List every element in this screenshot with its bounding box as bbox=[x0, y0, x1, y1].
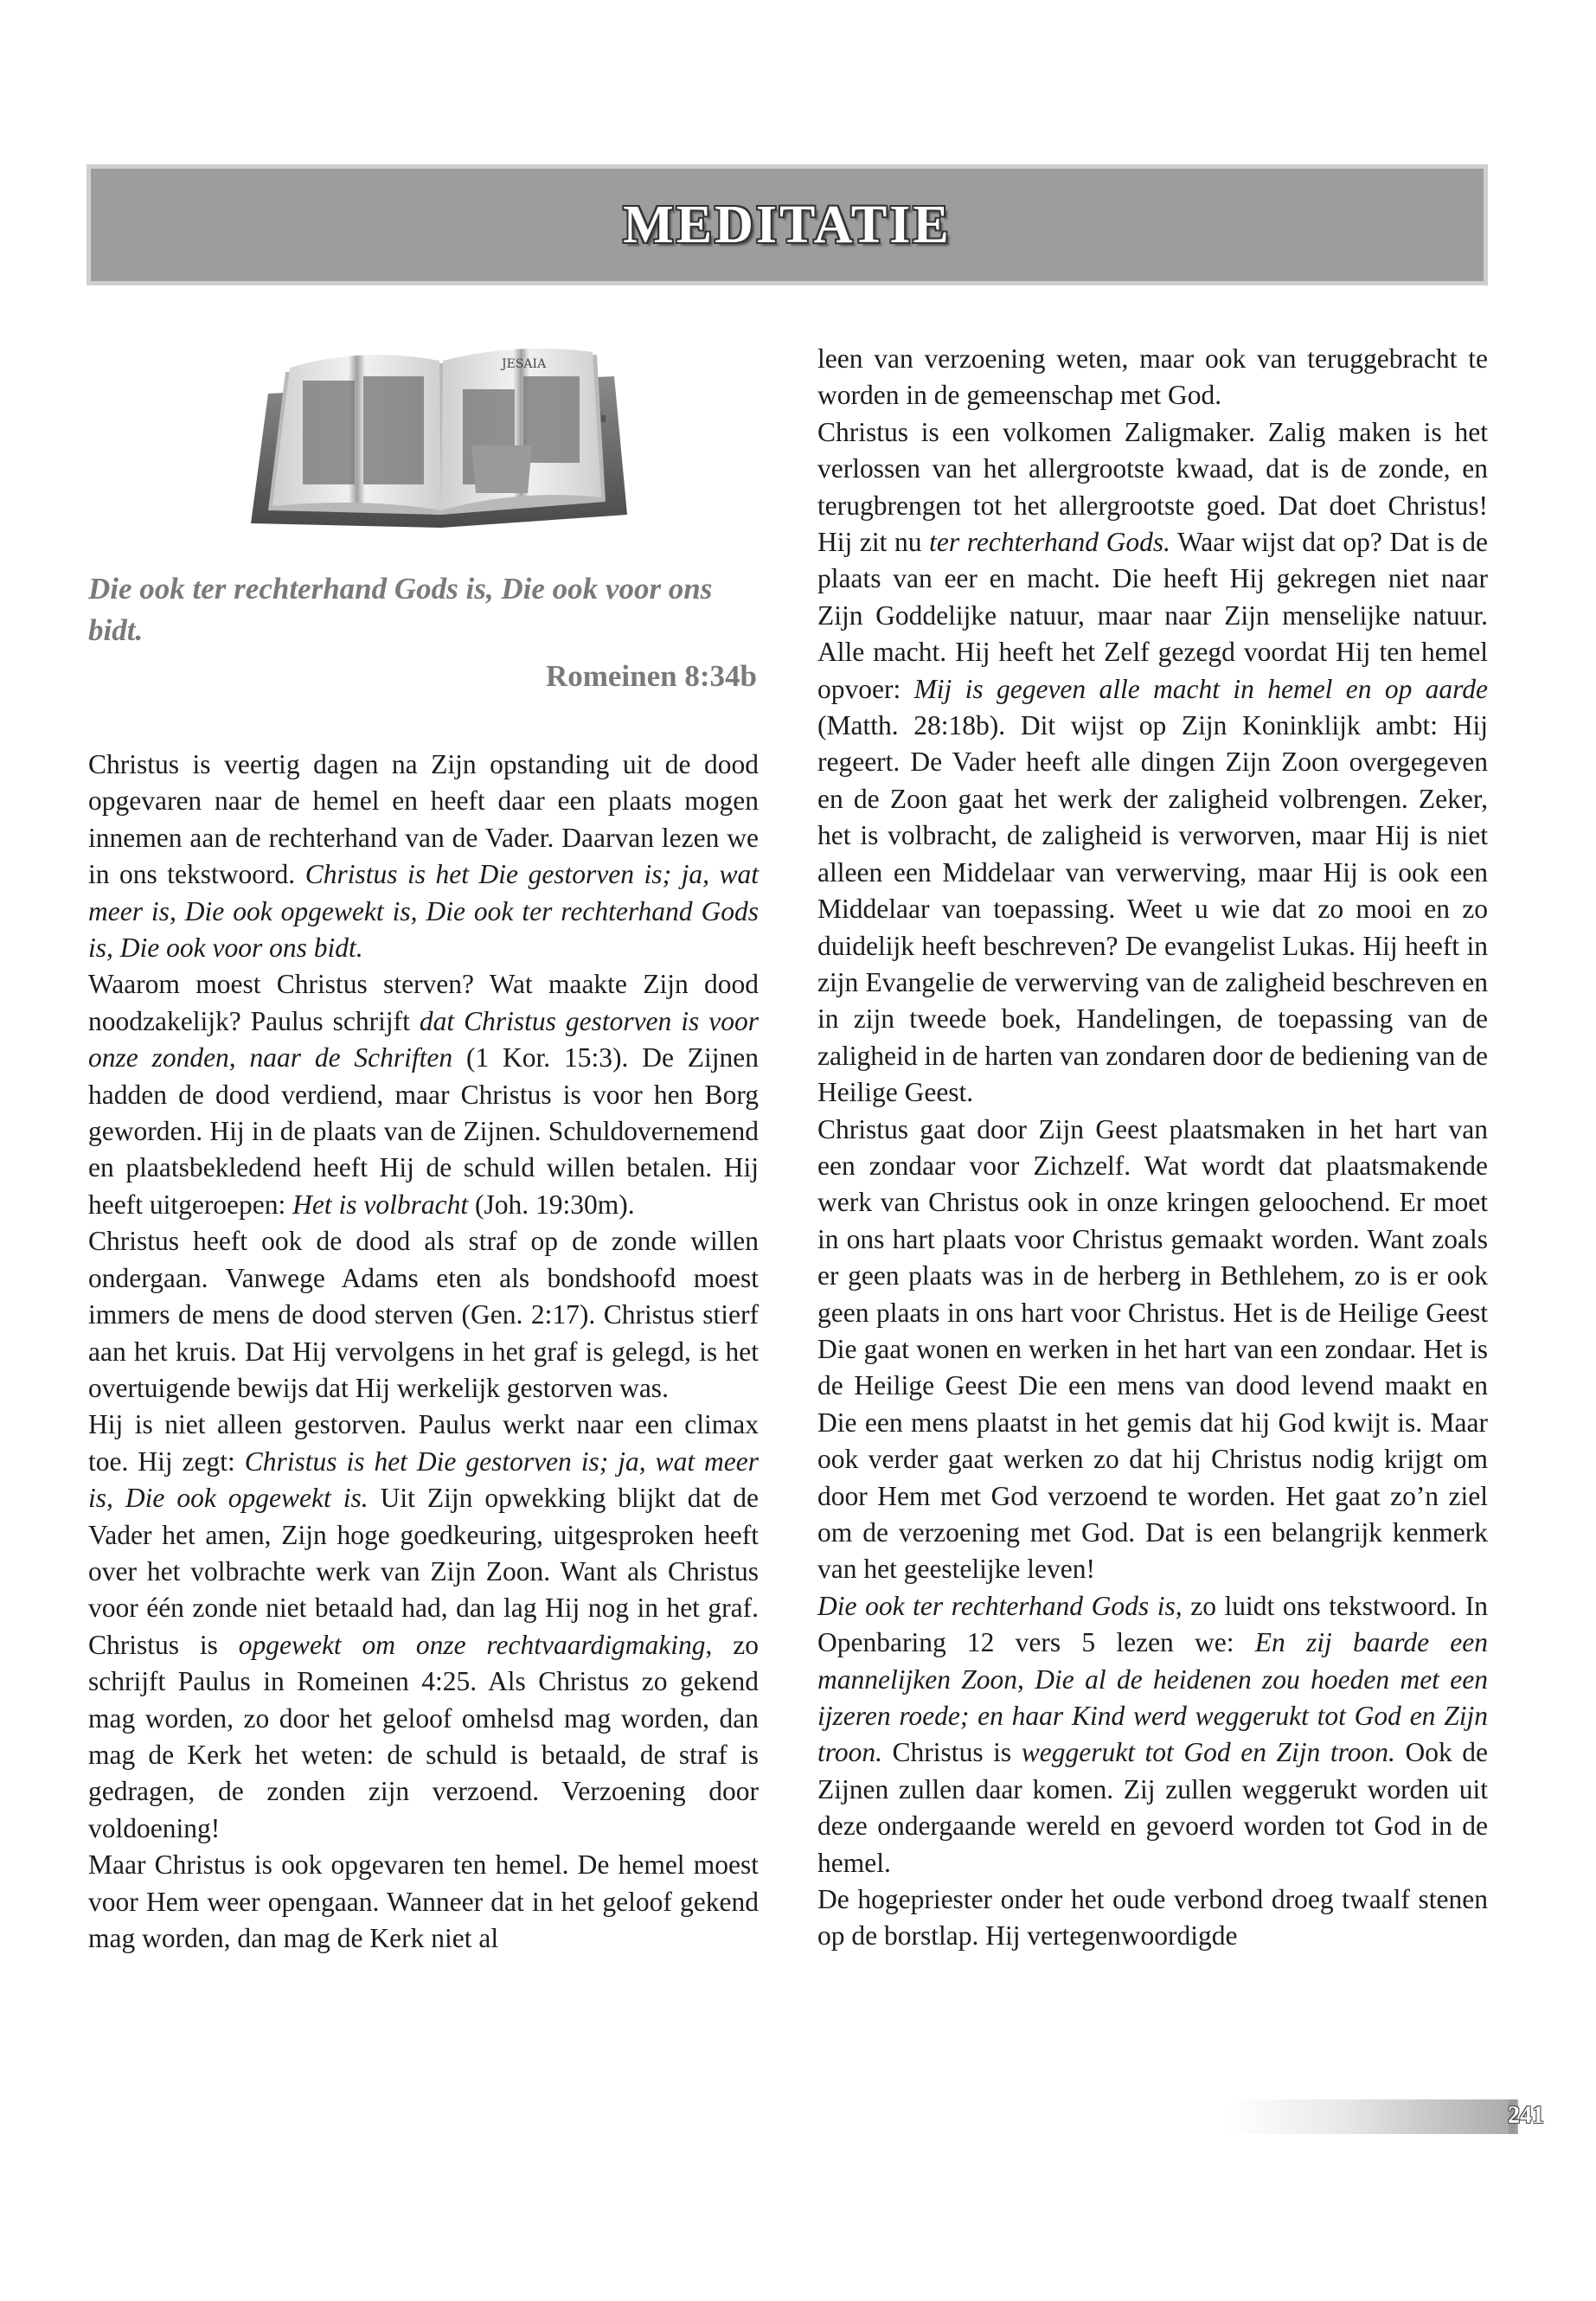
paragraph bbox=[817, 1112, 1488, 1588]
text-run: Uit Zijn opwekking blijkt dat de Vader het amen, Zijn hoge goedkeuring, uitgesproken heeft over het volbrachte werk van Zijn Zoon. Want als Christus voor één zonde niet betaald had, dan lag Hij nog in het graf. Christus is bbox=[88, 1483, 759, 1660]
text-run: Mij is gegeven alle macht in hemel en op aarde bbox=[913, 673, 1488, 704]
text-run: (Joh. 19:30m). bbox=[468, 1189, 635, 1220]
text-run: Maar Christus is ook opgevaren ten hemel. De hemel moest voor Hem weer opengaan. Wanneer dat in het geloof gekend mag worden, dan mag de Kerk niet al bbox=[88, 1849, 759, 1953]
text-run: (Matth. 28:18b). Dit wijst op Zijn Koninklijk ambt: Hij regeert. De Vader heeft alle dingen Zijn Zoon overgegeven en de Zoon gaat het werk der zaligheid volbrengen. Zeker, het is volbracht, de zaligheid is verworven, maar Hij is niet alleen een Middelaar van verwerving, maar Hij is ook een Middelaar van toepassing. Weet u wie dat zo mooi en zo duidelijk heeft beschreven? De evangelist Lukas. Hij heeft in zijn Evangelie de verwerving van de zaligheid beschreven en in zijn tweede boek, Handelingen, de toepassing van de zaligheid in de harten van zondaren door de bediening van de Heilige Geest. bbox=[817, 710, 1488, 1108]
paragraph bbox=[88, 1407, 759, 1847]
paragraph bbox=[88, 966, 759, 1223]
text-run: Ook de Zijnen zullen daar komen. Zij zullen weggerukt worden uit deze ondergaande wereld en gevoerd worden tot God in de hemel. bbox=[817, 1737, 1489, 1878]
paragraph bbox=[88, 1223, 759, 1407]
section-banner bbox=[87, 164, 1488, 285]
footer-gradient-bar bbox=[1228, 2099, 1518, 2134]
section-title: MEDITATIE bbox=[623, 195, 952, 254]
text-run: (1 Kor. 15:3). De Zijnen hadden de dood verdiend, maar Christus is voor hen Borg geworden. Hij in de plaats van de Zijnen. Schuldovernemend en plaatsbekledend heeft Hij de schuld willen betalen. Hij heeft uitgeroepen: bbox=[88, 1042, 760, 1220]
text-run: Hij is niet alleen gestorven. Paulus werkt naar een climax toe. Hij zegt: bbox=[88, 1409, 759, 1477]
text-run: weggerukt tot God en Zijn troon. bbox=[1021, 1737, 1395, 1768]
text-run: Christus is een volkomen Zaligmaker. Zalig maken is het verlossen van het allergrootste kwaad, dat is de zonde, en terugbrengen tot het allergrootste goed. Dat doet Christus! Hij zit nu bbox=[817, 416, 1488, 558]
text-run: Christus gaat door Zijn Geest plaatsmaken in het hart van een zondaar voor Zichzelf. Wat wordt dat plaatsmakende werk van Christus ook in onze kringen geloochend. Er moet in ons hart plaats voor Christus gemaakt worden. Want zoals er geen plaats was in de herberg in Bethlehem, zo is er ook geen plaats in ons hart voor Christus. Het is de Heilige Geest Die gaat wonen en werken in het hart van een zondaar. Het is de Heilige Geest Die een mens van dood levend maakt en Die een mens plaatst in het gemis dat hij God kwijt is. Maar ook verder gaat werken zo dat hij Christus nodig krijgt om door Hem met God verzoend te worden. Het gaat zo’n ziel om de verzoening met God. Dat is een belangrijk kenmerk van het geestelijke leven! bbox=[817, 1113, 1488, 1585]
text-run: En zij baarde een mannelijken Zoon, Die al de heidenen zou hoeden met een ijzeren roede; en haar Kind werd weggerukt tot God en Zijn troon. bbox=[817, 1627, 1489, 1768]
text-run: De hogepriester onder het oude verbond droeg twaalf stenen op de borstlap. Hij vertegenwoordigde bbox=[817, 1884, 1488, 1952]
paragraph bbox=[817, 341, 1488, 414]
text-run: Christus is het Die gestorven is; ja, wat meer is, Die ook opgewekt is, Die ook ter rechterhand Gods is, Die ook voor ons bidt. bbox=[88, 859, 759, 964]
text-run: Waarom moest Christus sterven? Wat maakte Zijn dood noodzakelijk? Paulus schrijft bbox=[88, 969, 759, 1036]
text-run: opgewekt om onze rechtvaardigmaking bbox=[238, 1629, 706, 1660]
text-run: ter rechterhand Gods. bbox=[929, 527, 1171, 558]
left-column-text bbox=[88, 747, 759, 1957]
text-run: , zo schrijft Paulus in Romeinen 4:25. Als Christus zo gekend mag worden, zo door het geloof omhelsd mag worden, dan mag de Kerk het weten: de schuld is betaald, de straf is gedragen, de zonden zijn verzoend. Verzoening door voldoening! bbox=[88, 1629, 759, 1843]
scripture-reference: Romeinen 8:34b bbox=[545, 659, 757, 693]
scripture-quote: Die ook ter rechterhand Gods is, Die ook voor ons bidt. bbox=[88, 572, 713, 647]
right-column-text bbox=[817, 341, 1488, 1955]
svg-text:JESAIA: JESAIA bbox=[502, 357, 547, 371]
text-run: Christus is het Die gestorven is; ja, wat meer is, Die ook opgewekt is. bbox=[88, 1445, 759, 1514]
text-run: Christus is veertig dagen na Zijn opstanding uit de dood opgevaren naar de hemel en heeft daar een plaats mogen innemen aan de rechterhand van de Vader. Daarvan lezen we in ons tekstwoord. bbox=[88, 749, 759, 890]
paragraph bbox=[88, 1847, 759, 1957]
text-run: Die ook ter rechterhand Gods is, bbox=[817, 1590, 1183, 1621]
open-bible-illustration bbox=[234, 342, 640, 536]
paragraph bbox=[817, 1881, 1488, 1955]
text-run: Waar wijst dat op? Dat is de plaats van eer en macht. Die heeft Hij gekregen niet naar Zijn Goddelijke natuur, maar naar Zijn menselijke natuur. Alle macht. Hij heeft het Zelf gezegd voordat Hij ten hemel opvoer: bbox=[817, 527, 1488, 704]
text-run: Christus is bbox=[881, 1737, 1022, 1768]
text-run: Het is volbracht bbox=[292, 1189, 469, 1220]
text-run: Christus heeft ook de dood als straf op de zonde willen ondergaan. Vanwege Adams eten als bondshoofd moest immers de mens de dood sterven (Gen. 2:17). Christus stierf aan het kruis. Dat Hij vervolgens in het graf is gelegd, is het overtuigende bewijs dat Hij werkelijk gestorven was. bbox=[88, 1226, 759, 1403]
text-run: dat Christus gestorven is voor onze zonden, naar de Schriften bbox=[88, 1005, 759, 1074]
text-run: zo luidt ons tekstwoord. In Openbaring 12 vers 5 lezen we: bbox=[817, 1590, 1488, 1658]
page-number: 241 bbox=[1508, 2102, 1544, 2129]
text-run: leen van verzoening weten, maar ook van teruggebracht te worden in de gemeenschap met God. bbox=[817, 343, 1488, 411]
paragraph bbox=[88, 747, 759, 966]
paragraph bbox=[817, 414, 1488, 1112]
paragraph bbox=[817, 1588, 1488, 1881]
